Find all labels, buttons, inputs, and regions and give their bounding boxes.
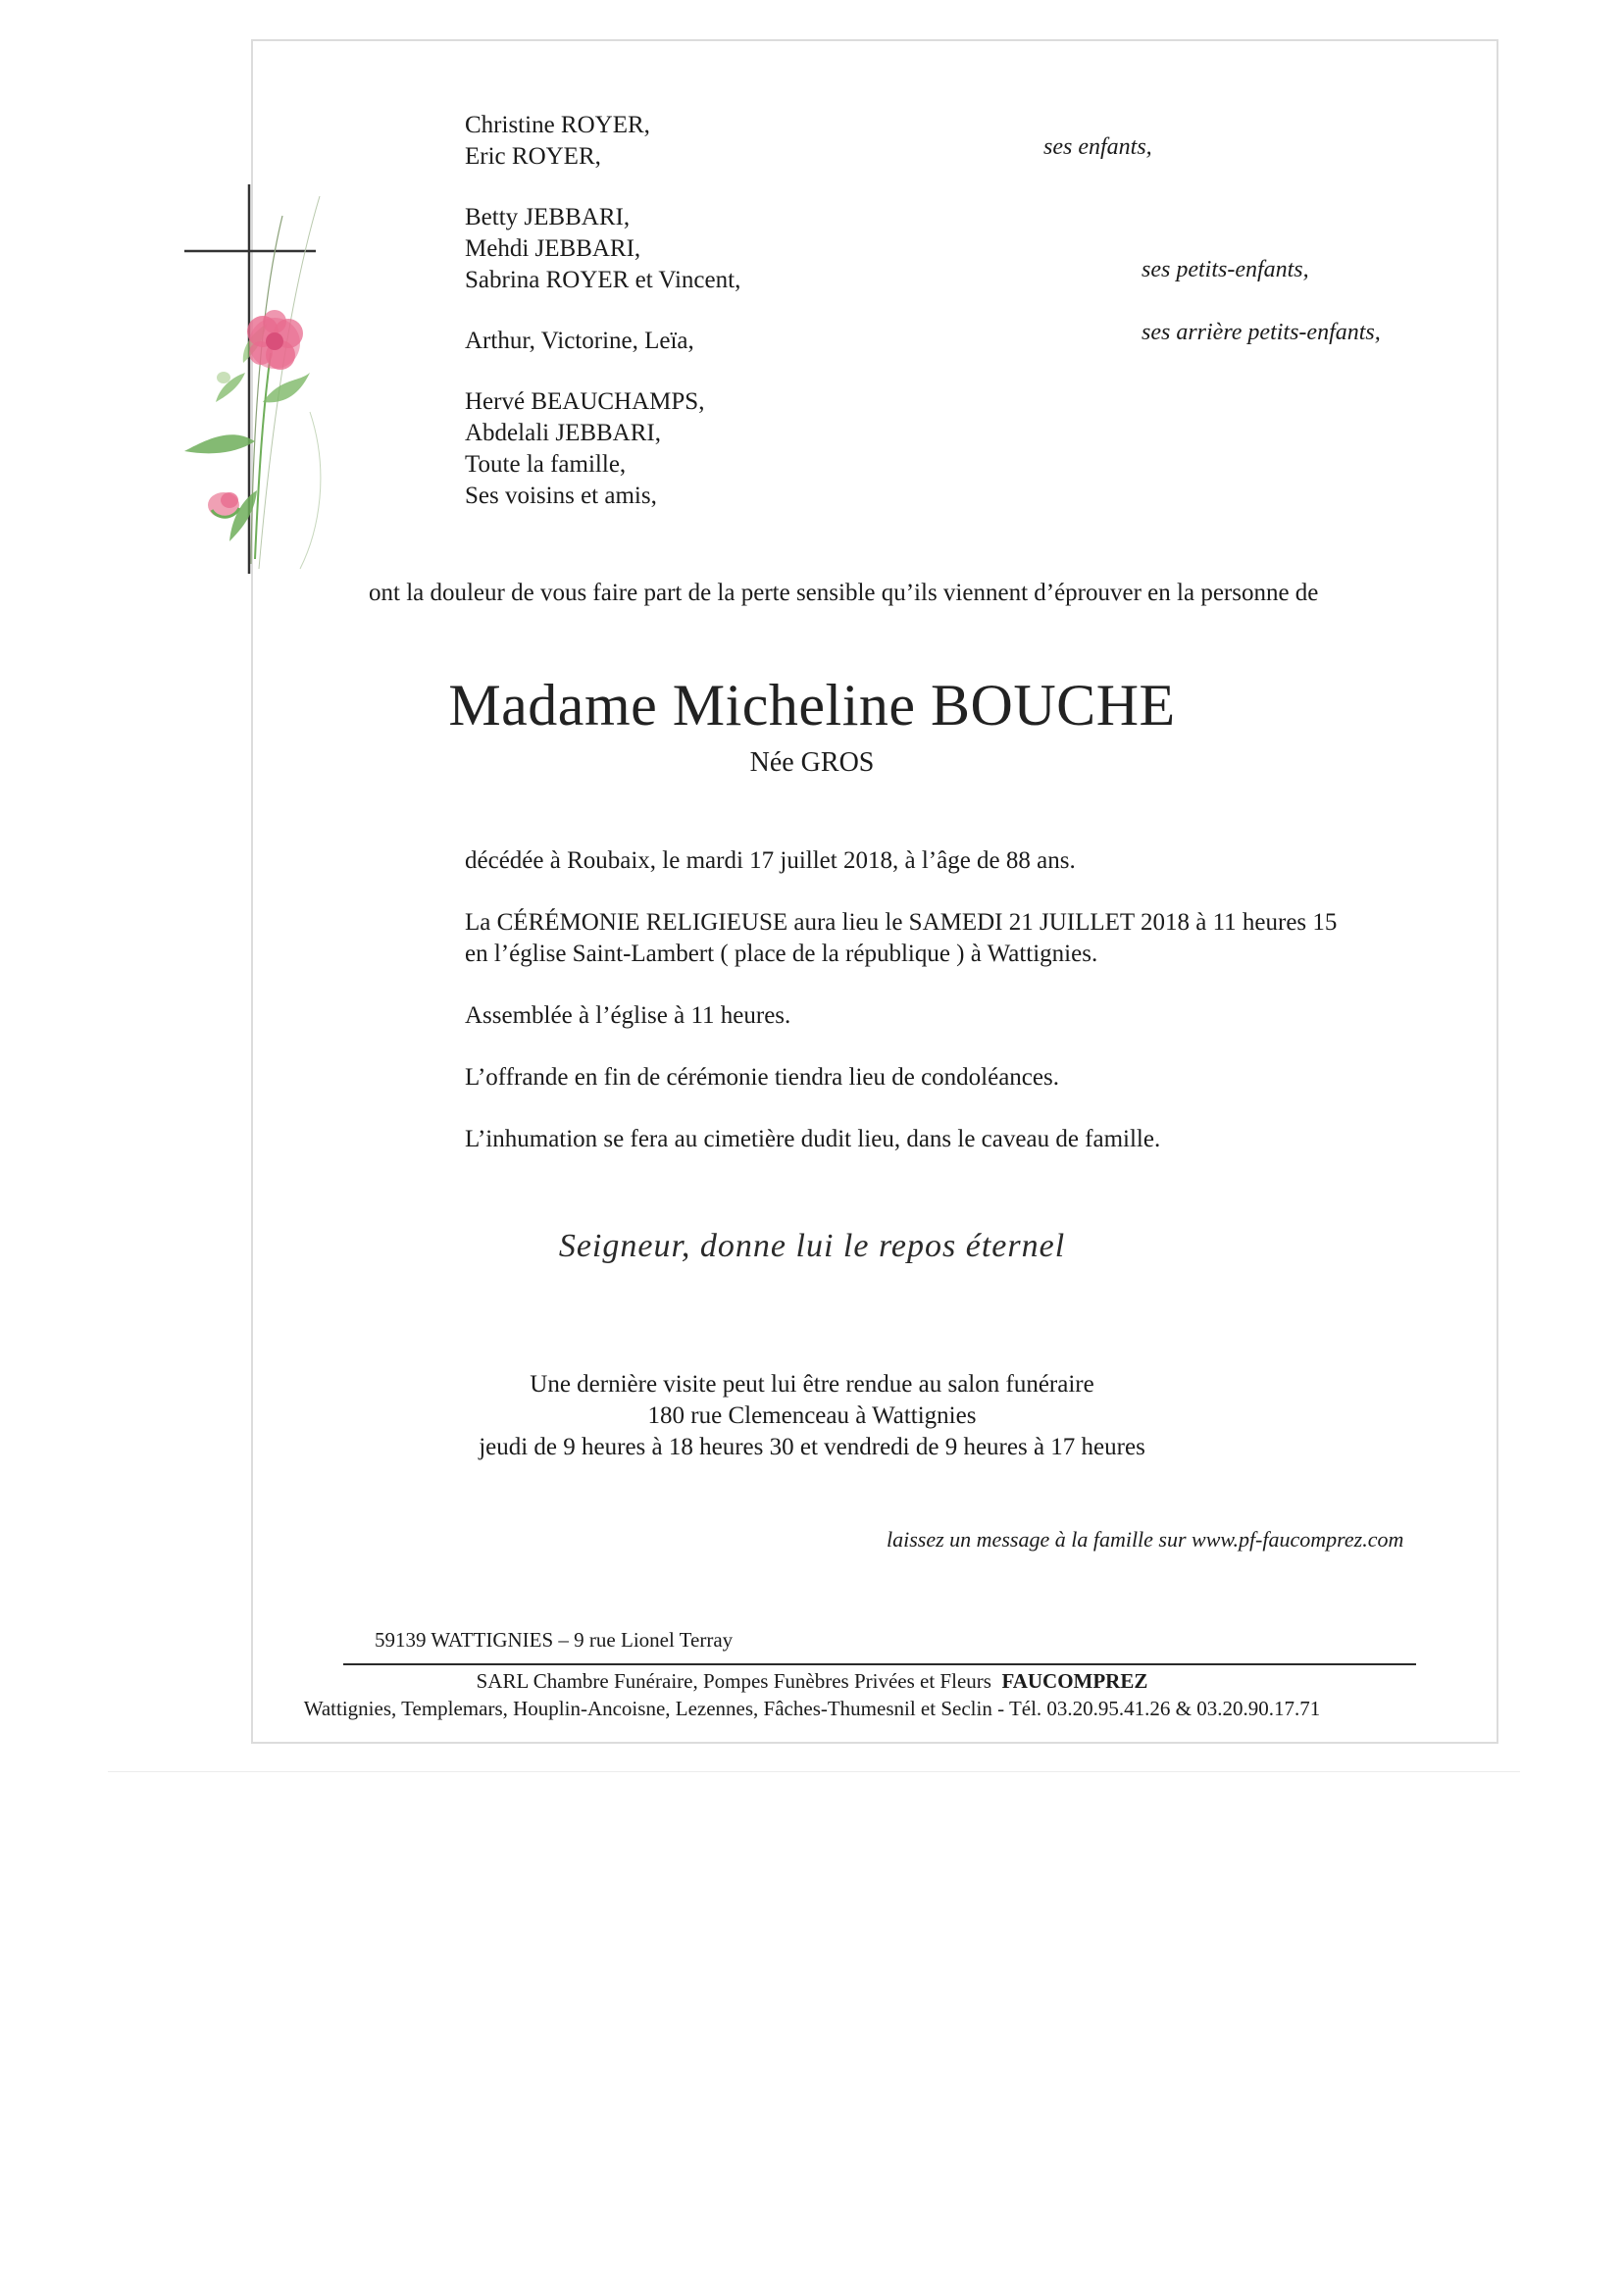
- burial-line: L’inhumation se fera au cimetière dudit lieu, dans le caveau de famille.: [465, 1126, 1161, 1152]
- family-name: Hervé BEAUCHAMPS,: [465, 388, 705, 415]
- family-name: Arthur, Victorine, Leïa,: [465, 328, 694, 354]
- visit-address: 180 rue Clemenceau à Wattignies: [647, 1402, 977, 1429]
- visit-hours: jeudi de 9 heures à 18 heures 30 et vendredi de 9 heures à 17 heures: [479, 1434, 1145, 1460]
- relation-great-grandchildren: ses arrière petits-enfants,: [1142, 320, 1381, 345]
- prayer-text: Seigneur, donne lui le repos éternel: [558, 1228, 1066, 1264]
- relation-children: ses enfants,: [1043, 134, 1152, 160]
- church-line: en l’église Saint-Lambert ( place de la république ) à Wattignies.: [465, 941, 1098, 967]
- family-name: Betty JEBBARI,: [465, 204, 631, 230]
- divider: [343, 1663, 1416, 1665]
- offering-line: L’offrande en fin de cérémonie tiendra lieu de condoléances.: [465, 1064, 1059, 1091]
- company-line: [0, 1669, 1624, 1694]
- funeral-home-address: 59139 WATTIGNIES – 9 rue Lionel Terray: [375, 1628, 734, 1652]
- message-link[interactable]: laissez un message à la famille sur www.pf-faucomprez.com: [887, 1527, 1404, 1552]
- visit-info: [0, 1369, 1624, 1463]
- family-name: Mehdi JEBBARI,: [465, 235, 641, 262]
- maiden-name: Née GROS: [749, 747, 875, 778]
- family-name: Eric ROYER,: [465, 143, 601, 170]
- assembly-line: Assemblée à l’église à 11 heures.: [465, 1002, 791, 1029]
- page-edge-line: [108, 1771, 1520, 1772]
- deceased-name: Madame Micheline BOUCHE: [448, 673, 1176, 738]
- family-group-grandchildren: [465, 202, 740, 296]
- ceremony-details: [465, 845, 1495, 1186]
- family-name: Toute la famille,: [465, 451, 627, 478]
- family-name: Abdelali JEBBARI,: [465, 420, 661, 446]
- family-group-great-grandchildren: [465, 326, 740, 357]
- death-line: décédée à Roubaix, le mardi 17 juillet 2018, à l’âge de 88 ans.: [465, 847, 1076, 874]
- family-name: Christine ROYER,: [465, 112, 650, 138]
- family-group-others: [465, 386, 740, 512]
- announcement-text: ont la douleur de vous faire part de la perte sensible qu’ils viennent d’éprouver en la personne de: [369, 580, 1319, 606]
- company-locations: Wattignies, Templemars, Houplin-Ancoisne, Lezennes, Fâches-Thumesnil et Seclin - Tél. 03.20.95.41.26 & 03.20.90.17.71: [303, 1697, 1321, 1720]
- company-name: FAUCOMPREZ: [1001, 1669, 1148, 1693]
- family-name: Ses voisins et amis,: [465, 483, 657, 509]
- relation-grandchildren: ses petits-enfants,: [1142, 257, 1309, 282]
- family-group-children: [465, 110, 740, 173]
- cross-and-flower-icon: [173, 177, 359, 588]
- visit-line: Une dernière visite peut lui être rendue au salon funéraire: [530, 1371, 1094, 1398]
- family-name: Sabrina ROYER et Vincent,: [465, 267, 741, 293]
- ceremony-line: La CÉRÉMONIE RELIGIEUSE aura lieu le SAMEDI 21 JUILLET 2018 à 11 heures 15: [465, 909, 1338, 936]
- family-list: [465, 110, 740, 541]
- company-prefix: SARL Chambre Funéraire, Pompes Funèbres Privées et Fleurs: [476, 1669, 991, 1693]
